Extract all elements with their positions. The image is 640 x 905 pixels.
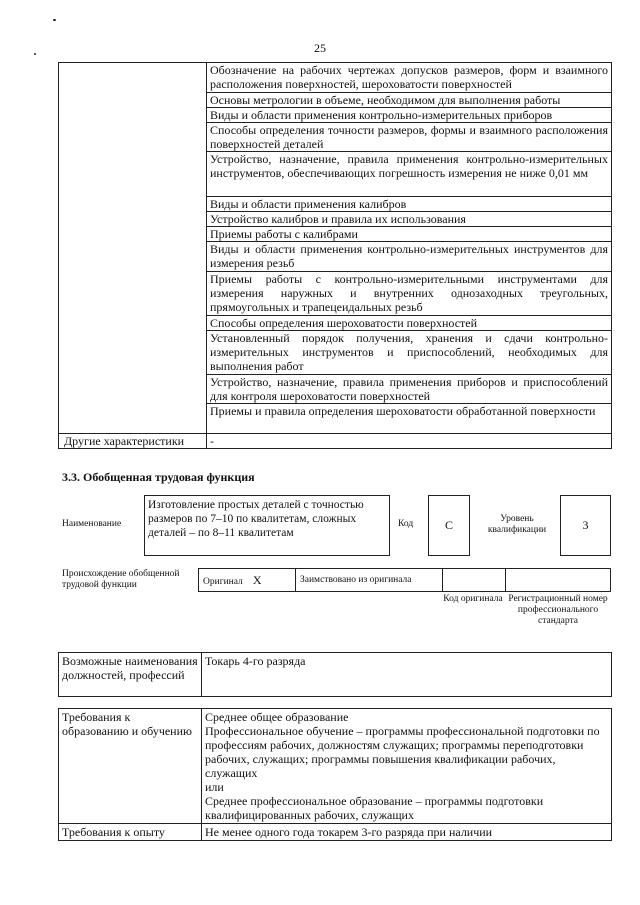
knowledge-row: Способы определения шероховатости поверхностей	[207, 316, 612, 331]
positions-table	[58, 652, 612, 697]
registration-number-caption: Регистрационный номер профессионального стандарта	[508, 594, 608, 626]
knowledge-row: Установленный порядок получения, хранения и сдачи контрольно-измерительных инструментов и приспособлений, необходимых для выполнения работ	[207, 331, 612, 375]
positions-label: Возможные наименования должностей, профессий	[59, 653, 202, 697]
other-characteristics-label: Другие характеристики	[59, 434, 207, 449]
experience-label: Требования к опыту	[59, 824, 202, 841]
code-label: Код	[398, 519, 414, 529]
function-code-value: C	[428, 495, 470, 556]
knowledge-row: Обозначение на рабочих чертежах допусков размеров, форм и взаимного расположения поверхностей, шероховатости поверхностей	[207, 63, 612, 93]
knowledge-row: Приемы работы с контрольно-измерительными инструментами для измерения наружных и внутренних однозаходных треугольных, прямоугольных и трапецеидальных резьб	[207, 272, 612, 316]
education-value	[202, 709, 612, 824]
experience-value: Не менее одного года токарем 3-го разряда при наличии	[202, 824, 612, 841]
knowledge-row: Приемы и правила определения шероховатости обработанной поверхности	[207, 404, 612, 434]
knowledge-label-cell	[59, 63, 207, 434]
knowledge-table	[58, 62, 612, 449]
function-name-value: Изготовление простых деталей с точностью размеров по 7–10 по квалитетам, сложных деталей – по 8–11 квалитетам	[144, 495, 390, 556]
education-line: Профессиональное обучение – программы профессиональной подготовки по профессиям рабочих, должностям служащих; программы переподготовки рабочих, служащих; программы повышения квалификации рабочих, служащих	[205, 724, 600, 780]
scan-speck	[53, 19, 56, 21]
knowledge-row: Виды и области применения контрольно-измерительных приборов	[207, 108, 612, 123]
knowledge-row: Виды и области применения контрольно-измерительных инструментов для измерения резьб	[207, 242, 612, 272]
knowledge-row: Устройство, назначение, правила применения контрольно-измерительных инструментов, обеспечивающих погрешность измерения не ниже 0,01 мм	[207, 152, 612, 197]
knowledge-row: Способы определения точности размеров, формы и взаимного расположения поверхностей деталей	[207, 123, 612, 152]
registration-number-cell	[506, 569, 611, 592]
original-label: Оригинал	[203, 576, 243, 587]
qualification-level-label: Уровень квалификации	[487, 514, 547, 535]
borrowed-label: Заимствовано из оригинала	[296, 569, 443, 592]
origin-label: Происхождение обобщенной трудовой функции	[62, 569, 180, 590]
knowledge-row: Приемы работы с калибрами	[207, 227, 612, 242]
section-title: 3.3. Обобщенная трудовая функция	[62, 470, 255, 484]
education-line: или	[205, 780, 224, 794]
knowledge-row: Виды и области применения калибров	[207, 197, 612, 212]
original-cell	[199, 569, 296, 592]
positions-value: Токарь 4-го разряда	[202, 653, 612, 697]
requirements-table	[58, 708, 612, 841]
name-label: Наименование	[62, 519, 122, 529]
qualification-level-value: 3	[560, 495, 611, 556]
knowledge-row: Основы метрологии в объеме, необходимом для выполнения работы	[207, 93, 612, 108]
education-line: Среднее профессиональное образование – программы подготовки квалифицированных рабочих, служащих	[205, 794, 544, 822]
origin-table	[198, 568, 611, 592]
other-characteristics-value: -	[207, 434, 612, 449]
original-code-cell	[443, 569, 506, 592]
page-number: 25	[314, 41, 326, 55]
original-mark: X	[252, 572, 262, 587]
original-code-caption: Код оригинала	[443, 594, 503, 604]
knowledge-row: Устройство, назначение, правила применения приборов и приспособлений для контроля шероховатости поверхностей	[207, 375, 612, 404]
knowledge-row: Устройство калибров и правила их использования	[207, 212, 612, 227]
education-line: Среднее общее образование	[205, 710, 349, 724]
education-label: Требования к образованию и обучению	[59, 709, 202, 824]
